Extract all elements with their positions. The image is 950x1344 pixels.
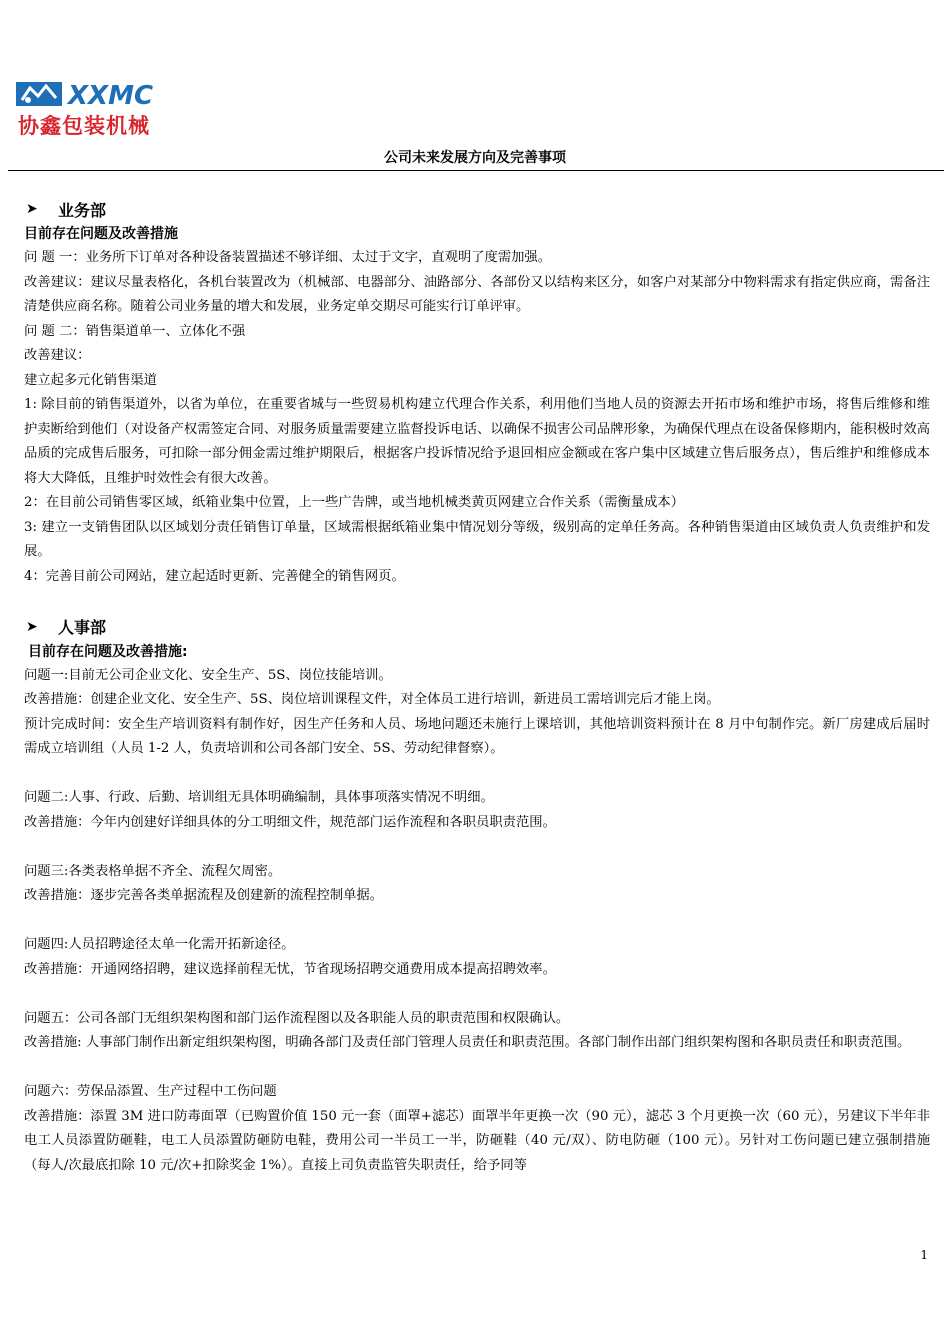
blank-line (24, 909, 930, 934)
section-name: 人事部 (58, 618, 107, 637)
logo-emblem-icon (16, 80, 196, 108)
paragraph: 1: 除目前的销售渠道外，以省为单位，在重要省城与一些贸易机构建立代理合作关系，利用他们当地人员的资源去开拓市场和维护市场，将售后维修和维护卖断给到他们（对设备产权需签定合同、对服务质量需要建立监督投诉电话、以确保不损害公司品牌形象，为确保代理点在设备保修期内，能积极时效高品质的完成售后服务，可扣除一部分佣金需过维护期限后，根据客户投诉情况给予退回相应金额或在客户集中区域建立售后服务点），售后维护和维修成本将大大降低，且维护时效性会有很大改善。 (24, 397, 930, 486)
paragraph: 问题一:目前无公司企业文化、安全生产、5S、岗位技能培训。 (24, 667, 392, 683)
section-subheading: 目前存在问题及改善措施: (28, 643, 188, 660)
paragraph: 改善措施：添置 3M 进口防毒面罩（已购置价值 150 元一套（面罩+滤芯）面罩半年更换一次（90 元），滤芯 3 个月更换一次（60 元），另建议下半年非电工人员添置防砸鞋，电工人员添置防砸防电鞋，费用公司一半员工一半，防砸鞋（40 元/双）、防电防砸（100 元）。另针对工伤问题已建立强制措施（每人/次最底扣除 10 元/次+扣除奖金 1%）。直接上司负责监管失职责任，给予同等 (24, 1108, 930, 1173)
arrow-bullet-icon: ➤ (26, 201, 38, 217)
page-number: 1 (920, 1248, 928, 1262)
paragraph: 问题六：劳保品添置、生产过程中工伤问题 (24, 1084, 277, 1099)
section-spacer (24, 589, 930, 614)
paragraph: 问题四:人员招聘途径太单一化需开拓新途径。 (24, 937, 295, 952)
paragraph: 问题二:人事、行政、后勤、培训组无具体明确编制，具体事项落实情况不明细。 (24, 790, 494, 805)
section-name: 业务部 (58, 200, 107, 220)
paragraph: 问 题 一：业务所下订单对各种设备装置描述不够详细、太过于文字，直观明了度需加强。 (24, 250, 552, 265)
paragraph: 4：完善目前公司网站，建立起适时更新、完善健全的销售网页。 (24, 568, 405, 584)
paragraph: 预计完成时间：安全生产培训资料有制作好，因生产任务和人员、场地问题还未施行上课培训，其他培训资料预计在 8 月中旬制作完。新厂房建成后届时需成立培训组（人员 1-2 人，负责培训和公司各部门安全、5S、劳动纪律督察）。 (24, 716, 930, 756)
company-logo (16, 80, 196, 136)
paragraph: 改善措施: 人事部门制作出新定组织架构图，明确各部门及责任部门管理人员责任和职责范围。各部门制作出部门组织架构图和各职员责任和职责范围。 (24, 1035, 911, 1050)
paragraph: 改善措施：创建企业文化、安全生产、5S、岗位培训课程文件，对全体员工进行培训，新进员工需培训完后才能上岗。 (24, 692, 720, 707)
header-divider (8, 170, 944, 171)
blank-line (24, 835, 930, 860)
paragraph: 改善措施：开通网络招聘，建议选择前程无忧，节省现场招聘交通费用成本提高招聘效率。 (24, 961, 556, 977)
paragraph: 问题五：公司各部门无组织架构图和部门运作流程图以及各职能人员的职责范围和权限确认。 (24, 1010, 570, 1026)
paragraph: 3: 建立一支销售团队以区域划分责任销售订单量，区域需根据纸箱业集中情况划分等级，级别高的定单任务高。各种销售渠道由区域负责人负责维护和发展。 (24, 519, 930, 559)
paragraph: 2：在目前公司销售零区域，纸箱业集中位置，上一些广告牌，或当地机械类黄页网建立合作关系（需衡量成本） (24, 495, 685, 510)
paragraph: 改善建议： (24, 348, 91, 363)
paragraph: 改善措施：逐步完善各类单据流程及创建新的流程控制单据。 (24, 888, 384, 903)
logo-en-text: XXMC (68, 81, 154, 108)
logo-cn-text: 协鑫包装机械 (18, 114, 150, 138)
section-heading (24, 614, 930, 640)
blank-line (24, 762, 930, 787)
arrow-bullet-icon: ➤ (26, 618, 38, 635)
blank-line (24, 982, 930, 1007)
document-title: 公司未来发展方向及完善事项 (384, 150, 566, 166)
paragraph: 问题三:各类表格单据不齐全、流程欠周密。 (24, 863, 282, 879)
section-heading (24, 196, 930, 222)
document-body (24, 196, 930, 1178)
paragraph: 改善建议：建议尽量表格化，各机台装置改为（机械部、电器部分、油路部分、各部份又以结构来区分，如客户对某部分中物料需求有指定供应商，需备注清楚供应商名称。随着公司业务量的增大和发展，业务定单交期尽可能实行订单评审。 (24, 274, 930, 314)
section-subheading: 目前存在问题及改善措施 (24, 226, 178, 242)
paragraph: 改善措施：今年内创建好详细具体的分工明细文件，规范部门运作流程和各职员职责范围。 (24, 814, 556, 830)
paragraph: 问 题 二：销售渠道单一、立体化不强 (24, 323, 246, 339)
paragraph: 建立起多元化销售渠道 (24, 372, 157, 388)
blank-line (24, 1056, 930, 1081)
